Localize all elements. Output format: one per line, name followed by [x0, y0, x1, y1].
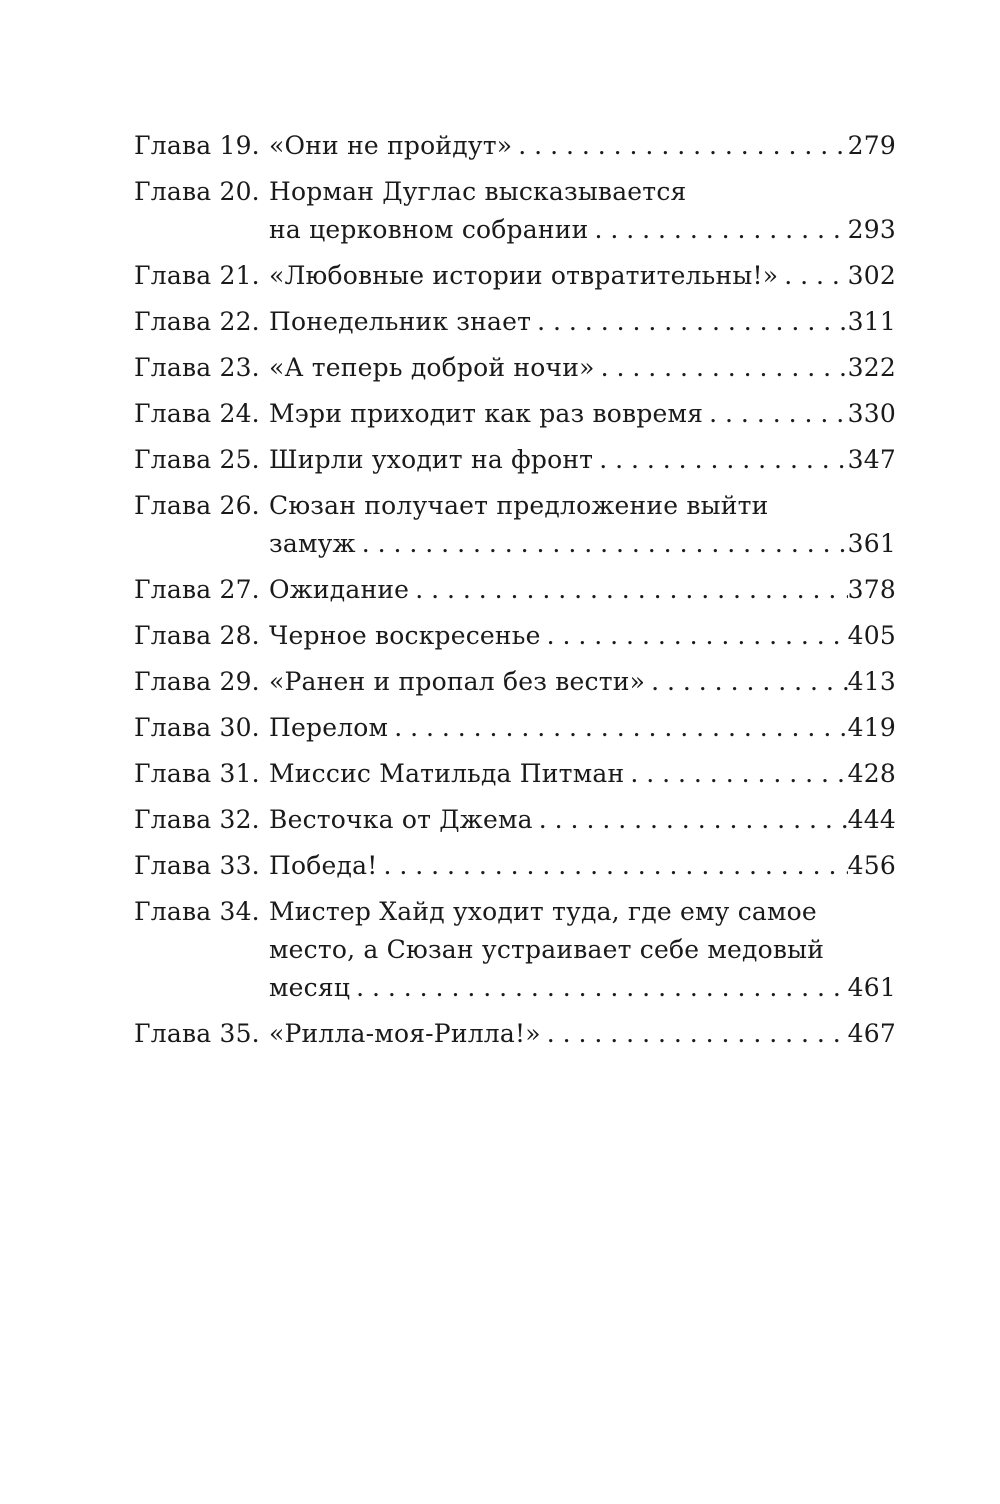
dot-leader	[778, 257, 847, 295]
page-number: 467	[847, 1019, 896, 1048]
chapter-number: Глава 35.	[134, 1019, 260, 1048]
toc-entry	[134, 847, 896, 885]
dot-leader	[409, 571, 847, 609]
entry-spacer	[134, 165, 896, 173]
chapter-number: Глава 22.	[134, 307, 260, 336]
toc-entry	[134, 487, 896, 563]
chapter-title-block	[269, 663, 896, 701]
chapter-title-final-line	[269, 847, 896, 885]
chapter-title-block	[269, 349, 896, 387]
chapter-title-line: Сюзан получает предложение выйти	[269, 491, 769, 520]
page-number: 293	[847, 215, 896, 244]
entry-spacer	[134, 701, 896, 709]
chapter-title-block	[269, 395, 896, 433]
chapter-title-final-line	[269, 257, 896, 295]
chapter-number: Глава 23.	[134, 353, 260, 382]
toc-entry	[134, 395, 896, 433]
chapter-number: Глава 27.	[134, 575, 260, 604]
chapter-title: замуж	[269, 529, 356, 558]
toc-entry	[134, 441, 896, 479]
entry-spacer	[134, 609, 896, 617]
dot-leader	[541, 617, 848, 655]
toc-entry	[134, 893, 896, 1007]
toc-entry	[134, 257, 896, 295]
chapter-title-final-line	[269, 755, 896, 793]
chapter-title-block	[269, 847, 896, 885]
chapter-title-final-line	[269, 127, 896, 165]
chapter-number: Глава 21.	[134, 261, 260, 290]
toc-entry	[134, 663, 896, 701]
chapter-title-line: Мистер Хайд уходит туда, где ему самое	[269, 897, 817, 926]
dot-leader	[533, 801, 848, 839]
page-number: 413	[847, 667, 896, 696]
chapter-title: Победа!	[269, 851, 378, 880]
chapter-title: «А теперь доброй ночи»	[269, 353, 595, 382]
chapter-title-block	[269, 303, 896, 341]
chapter-number: Глава 34.	[134, 897, 260, 926]
chapter-number: Глава 25.	[134, 445, 260, 474]
chapter-title: Весточка от Джема	[269, 805, 533, 834]
page-number: 361	[847, 529, 896, 558]
chapter-title-final-line	[269, 617, 896, 655]
toc-entry	[134, 801, 896, 839]
toc-entry	[134, 755, 896, 793]
page-number: 311	[847, 307, 896, 336]
dot-leader	[377, 847, 847, 885]
chapter-title: Ширли уходит на фронт	[269, 445, 594, 474]
chapter-number: Глава 26.	[134, 491, 260, 520]
chapter-title: месяц	[269, 973, 351, 1002]
toc-entry	[134, 1015, 896, 1053]
chapter-title-block	[269, 617, 896, 655]
chapter-title-block	[269, 755, 896, 793]
page-number: 444	[847, 805, 896, 834]
chapter-title: Перелом	[269, 713, 389, 742]
dot-leader	[593, 441, 847, 479]
chapter-title: «Любовные истории отвратительны!»	[269, 261, 779, 290]
page-number: 302	[847, 261, 896, 290]
entry-spacer	[134, 387, 896, 395]
chapter-title-final-line	[269, 395, 896, 433]
chapter-title-final-line	[269, 211, 896, 249]
dot-leader	[588, 211, 847, 249]
page-number: 347	[847, 445, 896, 474]
chapter-title-final-line	[269, 709, 896, 747]
chapter-title-block	[269, 173, 896, 249]
chapter-title-final-line	[269, 969, 896, 1007]
chapter-title: Мэри приходит как раз вовремя	[269, 399, 704, 428]
chapter-title-final-line	[269, 571, 896, 609]
toc-entry	[134, 349, 896, 387]
chapter-title: «Они не пройдут»	[269, 131, 513, 160]
chapter-title-final-line	[269, 1015, 896, 1053]
dot-leader	[350, 969, 848, 1007]
entry-spacer	[134, 563, 896, 571]
dot-leader	[703, 395, 848, 433]
page-number: 279	[847, 131, 896, 160]
chapter-number: Глава 32.	[134, 805, 260, 834]
chapter-title-final-line	[269, 525, 896, 563]
chapter-title-block	[269, 571, 896, 609]
chapter-title-block	[269, 487, 896, 563]
entry-spacer	[134, 793, 896, 801]
dot-leader	[512, 127, 847, 165]
dot-leader	[645, 663, 848, 701]
entry-spacer	[134, 1053, 896, 1061]
page-number: 322	[847, 353, 896, 382]
chapter-title-final-line	[269, 801, 896, 839]
chapter-number: Глава 29.	[134, 667, 260, 696]
chapter-title-block	[269, 441, 896, 479]
chapter-title: Понедельник знает	[269, 307, 532, 336]
chapter-number: Глава 24.	[134, 399, 260, 428]
chapter-title: «Ранен и пропал без вести»	[269, 667, 646, 696]
toc-entry	[134, 127, 896, 165]
chapter-title: Черное воскресенье	[269, 621, 541, 650]
chapter-title-final-line	[269, 441, 896, 479]
entry-spacer	[134, 295, 896, 303]
toc-entry	[134, 303, 896, 341]
page-number: 330	[847, 399, 896, 428]
toc-entry	[134, 617, 896, 655]
chapter-title-block	[269, 893, 896, 1007]
toc-entry	[134, 173, 896, 249]
dot-leader	[595, 349, 848, 387]
chapter-title-block	[269, 127, 896, 165]
chapter-title-block	[269, 801, 896, 839]
entry-spacer	[134, 341, 896, 349]
chapter-title: на церковном собрании	[269, 215, 589, 244]
chapter-title-final-line	[269, 303, 896, 341]
dot-leader	[531, 303, 848, 341]
entry-spacer	[134, 885, 896, 893]
chapter-title-block	[269, 1015, 896, 1053]
chapter-title: Миссис Матильда Питман	[269, 759, 625, 788]
entry-spacer	[134, 839, 896, 847]
dot-leader	[624, 755, 847, 793]
chapter-number: Глава 30.	[134, 713, 260, 742]
dot-leader	[356, 525, 848, 563]
dot-leader	[388, 709, 847, 747]
dot-leader	[541, 1015, 848, 1053]
chapter-title-block	[269, 257, 896, 295]
chapter-title-final-line	[269, 349, 896, 387]
chapter-number: Глава 28.	[134, 621, 260, 650]
chapter-title-line: Норман Дуглас высказывается	[269, 177, 687, 206]
table-of-contents	[134, 127, 896, 1061]
page-number: 419	[847, 713, 896, 742]
chapter-title-block	[269, 709, 896, 747]
chapter-number: Глава 20.	[134, 177, 260, 206]
toc-entry	[134, 571, 896, 609]
chapter-number: Глава 33.	[134, 851, 260, 880]
toc-entry	[134, 709, 896, 747]
page-number: 456	[847, 851, 896, 880]
chapter-title-final-line	[269, 663, 896, 701]
page-number: 378	[847, 575, 896, 604]
page-number: 428	[847, 759, 896, 788]
chapter-number: Глава 19.	[134, 131, 260, 160]
entry-spacer	[134, 1007, 896, 1015]
chapter-title: Ожидание	[269, 575, 410, 604]
entry-spacer	[134, 433, 896, 441]
entry-spacer	[134, 249, 896, 257]
entry-spacer	[134, 655, 896, 663]
page-number: 405	[847, 621, 896, 650]
entry-spacer	[134, 479, 896, 487]
chapter-title-line: место, а Сюзан устраивает себе медовый	[269, 935, 825, 964]
entry-spacer	[134, 747, 896, 755]
page-number: 461	[847, 973, 896, 1002]
chapter-title: «Рилла-моя-Рилла!»	[269, 1019, 541, 1048]
chapter-number: Глава 31.	[134, 759, 260, 788]
